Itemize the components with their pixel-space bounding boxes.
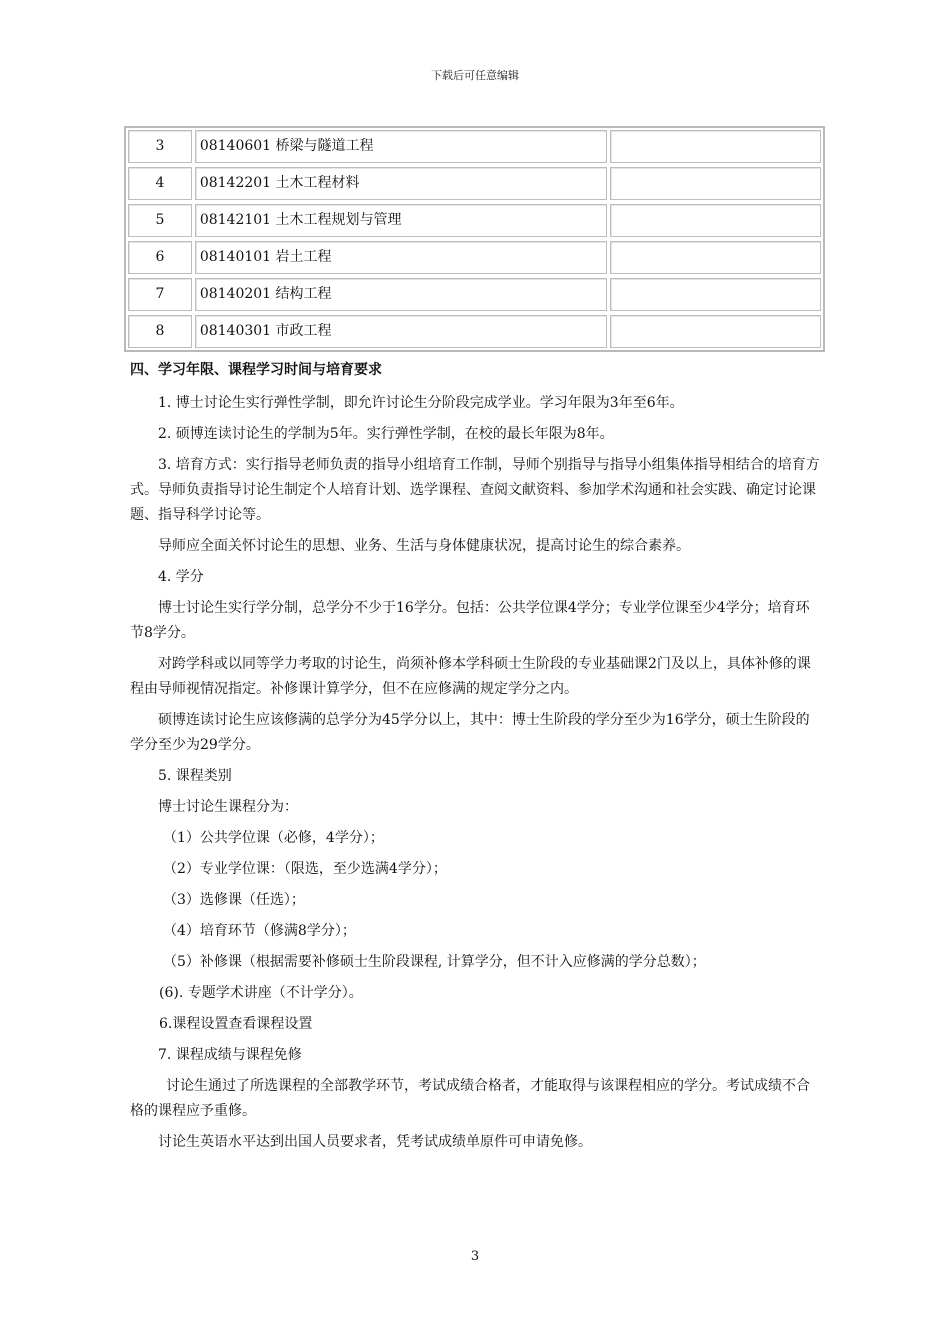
note-cell — [610, 204, 821, 237]
discipline-name: 桥梁与隧道工程 — [275, 138, 374, 154]
paragraph-course-setup: 6.课程设置查看课程设置 — [159, 1016, 313, 1032]
discipline-code: 08140301 — [199, 323, 272, 339]
list-item-6: (6). 专题学术讲座（不计学分）。 — [159, 985, 363, 1001]
row-number-cell: 8 — [128, 315, 192, 348]
table-row — [128, 167, 821, 200]
discipline-code: 08142101 — [199, 212, 272, 228]
paragraph-9: 5. 课程类别 — [158, 768, 232, 784]
paragraph-grades: 讨论生通过了所选课程的全部教学环节，考试成绩合格者，才能取得与该课程相应的学分。考试成绩不合格的课程应予重修。 — [130, 1078, 810, 1119]
list-item: （2）专业学位课：（限选，至少选满4学分）； — [163, 861, 447, 877]
discipline-code: 08142201 — [199, 175, 272, 191]
note-cell — [610, 167, 821, 200]
paragraph-6: 博士讨论生实行学分制，总学分不少于16学分。包括：公共学位课4学分；专业学位课至少4学分；培育环节8学分。 — [130, 600, 810, 641]
discipline-name: 土木工程规划与管理 — [275, 212, 402, 228]
discipline-cell — [195, 130, 607, 163]
note-cell — [610, 130, 821, 163]
table-row — [128, 204, 821, 237]
row-number-cell: 7 — [128, 278, 192, 311]
list-item: （1）公共学位课（必修，4学分）； — [163, 830, 384, 846]
note-cell — [610, 241, 821, 274]
paragraph-3: 3. 培育方式：实行指导老师负责的指导小组培育工作制，导师个别指导与指导小组集体指导相结合的培育方式。导师负责指导讨论生制定个人培育计划、选学课程、查阅文献资料、参加学术沟通和社会实践、确定讨论课题、指导科学讨论等。 — [130, 457, 820, 523]
discipline-code: 08140201 — [199, 286, 272, 302]
discipline-cell — [195, 315, 607, 348]
paragraph-1: 1. 博士讨论生实行弹性学制，即允许讨论生分阶段完成学业。学习年限为3年至6年。 — [158, 395, 684, 411]
row-number-cell: 3 — [128, 130, 192, 163]
table-row — [128, 130, 821, 163]
discipline-code: 08140601 — [199, 138, 272, 154]
list-item: （3）选修课（任选）； — [163, 892, 305, 908]
main-content — [130, 358, 820, 1161]
page-number: 3 — [470, 1249, 480, 1264]
discipline-cell — [195, 204, 607, 237]
table-row — [128, 278, 821, 311]
paragraph-8: 硕博连读讨论生应该修满的总学分为45学分以上，其中：博士生阶段的学分至少为16学分，硕士生阶段的学分至少为29学分。 — [130, 712, 810, 753]
paragraph-2: 2. 硕博连读讨论生的学制为5年。实行弹性学制，在校的最长年限为8年。 — [158, 426, 614, 442]
discipline-name: 市政工程 — [275, 323, 332, 339]
table-row — [128, 241, 821, 274]
paragraph-grades-title: 7. 课程成绩与课程免修 — [158, 1047, 302, 1063]
paragraph-4: 导师应全面关怀讨论生的思想、业务、生活与身体健康状况，提高讨论生的综合素养。 — [158, 538, 690, 554]
note-cell — [610, 278, 821, 311]
discipline-name: 结构工程 — [275, 286, 332, 302]
note-cell — [610, 315, 821, 348]
discipline-name: 岩土工程 — [275, 249, 332, 265]
paragraph-10: 博士讨论生课程分为： — [158, 799, 298, 815]
discipline-code: 08140101 — [199, 249, 272, 265]
paragraph-exemption: 讨论生英语水平达到出国人员要求者，凭考试成绩单原件可申请免修。 — [158, 1134, 592, 1150]
discipline-cell — [195, 278, 607, 311]
discipline-table — [124, 126, 825, 352]
page-header: 下载后可任意编辑 — [431, 69, 519, 82]
list-item: （5）补修课（根据需要补修硕士生阶段课程, 计算学分，但不计入应修满的学分总数）； — [163, 954, 706, 970]
discipline-name: 土木工程材料 — [275, 175, 360, 191]
table-row — [128, 315, 821, 348]
discipline-cell — [195, 167, 607, 200]
paragraph-5: 4. 学分 — [158, 569, 204, 585]
discipline-cell — [195, 241, 607, 274]
row-number-cell: 6 — [128, 241, 192, 274]
paragraph-7: 对跨学科或以同等学力考取的讨论生，尚须补修本学科硕士生阶段的专业基础课2门及以上，具体补修的课程由导师视情况指定。补修课计算学分，但不在应修满的规定学分之内。 — [130, 656, 811, 697]
section-heading: 四、学习年限、课程学习时间与培育要求 — [130, 362, 382, 378]
row-number-cell: 4 — [128, 167, 192, 200]
list-item: （4）培育环节（修满8学分）； — [163, 923, 356, 939]
row-number-cell: 5 — [128, 204, 192, 237]
